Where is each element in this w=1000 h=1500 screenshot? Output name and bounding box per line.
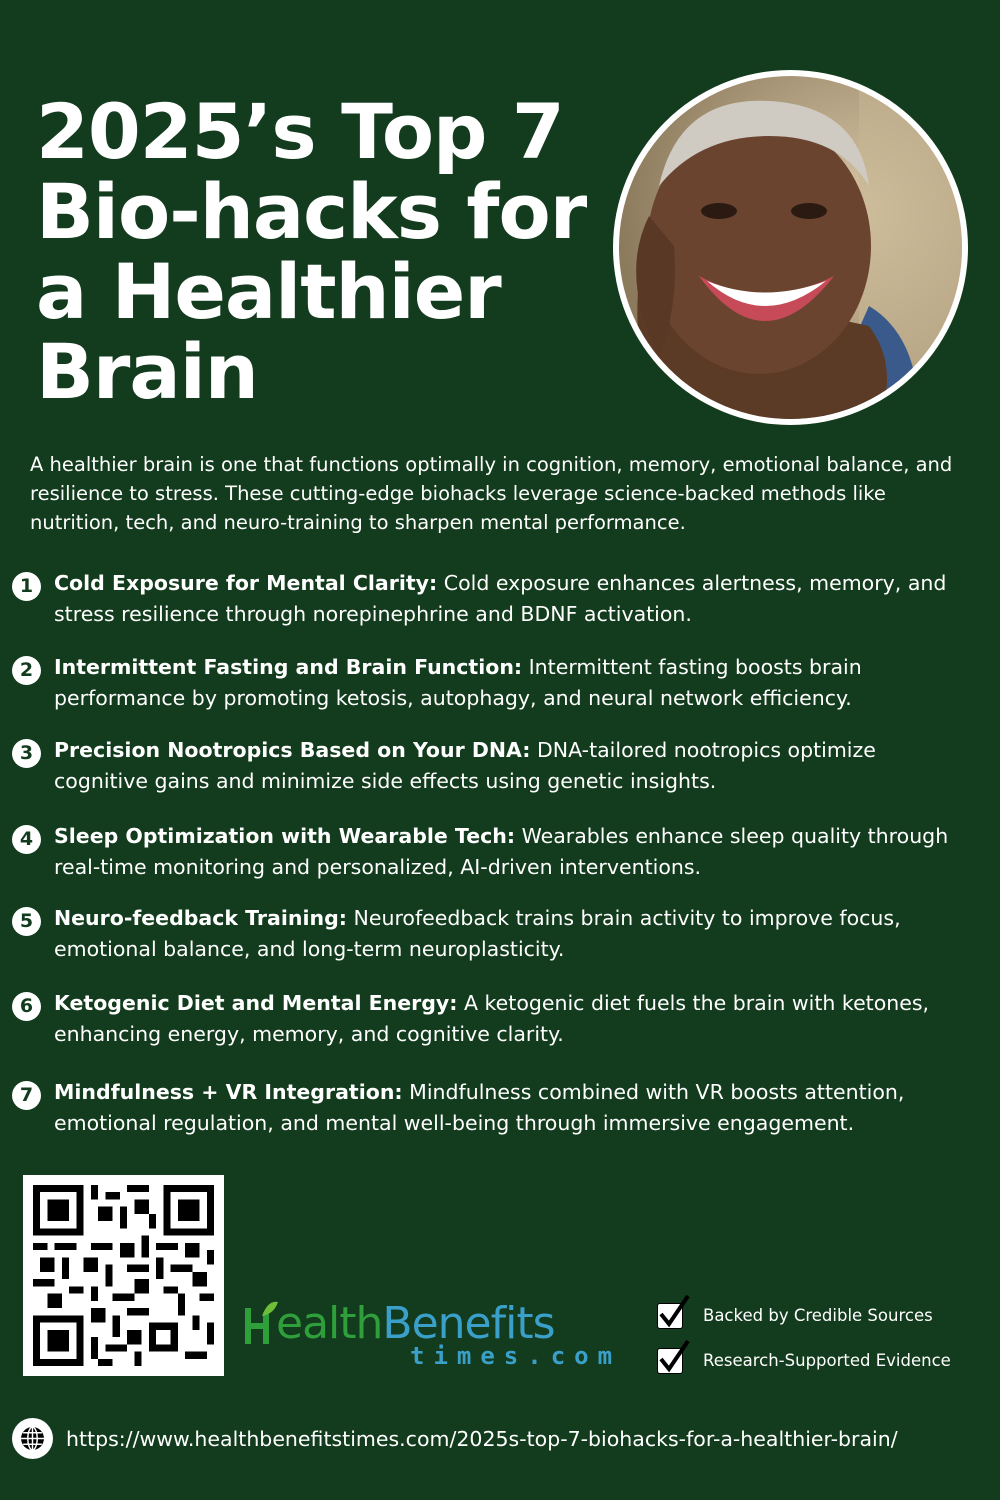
list-item-text (54, 1077, 972, 1139)
portrait-photo (613, 70, 968, 425)
list-item-title: Mindfulness + VR Integration: (54, 1080, 403, 1104)
list-item-description: A ketogenic diet fuels the brain with ketones, enhancing energy, memory, and cognitive clarity. (54, 991, 930, 1046)
list-item-title: Ketogenic Diet and Mental Energy: (54, 991, 458, 1015)
list-item-title: Precision Nootropics Based on Your DNA: (54, 738, 531, 762)
list-item-title: Sleep Optimization with Wearable Tech: (54, 824, 516, 848)
title-line: a Healthier (36, 247, 501, 336)
number-badge: 7 (12, 1081, 41, 1110)
logo-part-benefits: Benefits (382, 1298, 555, 1349)
globe-icon (12, 1418, 53, 1459)
logo-subtitle: times.com (410, 1342, 622, 1370)
number-badge: 6 (12, 992, 41, 1021)
logo-part-health: ealth (276, 1298, 383, 1349)
checkbox-icon (657, 1303, 683, 1329)
title-line: Bio-hacks for (36, 167, 587, 256)
url-text[interactable]: https://www.healthbenefitstimes.com/2025s-top-7-biohacks-for-a-healthier-brain/ (66, 1427, 898, 1451)
list-item-description: Neurofeedback trains brain activity to improve focus, emotional balance, and long-term neuroplasticity. (54, 906, 901, 961)
list-item-text (54, 821, 972, 883)
list-item-text (54, 903, 972, 965)
list-item-text (54, 735, 972, 797)
qr-code[interactable] (23, 1175, 224, 1376)
list-item-text (54, 988, 972, 1050)
number-badge: 3 (12, 739, 41, 768)
number-badge: 4 (12, 825, 41, 854)
leaf-h-icon (244, 1300, 278, 1346)
page-title (36, 87, 636, 416)
checkmark-icon (656, 1294, 690, 1330)
list-item-description: Mindfulness combined with VR boosts attention, emotional regulation, and mental well-being through immersive engagement. (54, 1080, 905, 1135)
list-item-text (54, 568, 972, 630)
list-item-description: Wearables enhance sleep quality through real-time monitoring and personalized, AI-driven interventions. (54, 824, 949, 879)
list-item-description: Intermittent fasting boosts brain performance by promoting ketosis, autophagy, and neural network efficiency. (54, 655, 862, 710)
list-item-description: Cold exposure enhances alertness, memory, and stress resilience through norepinephrine and BDNF activation. (54, 571, 947, 626)
credible-sources-badge (655, 1299, 985, 1333)
health-benefits-times-logo[interactable] (246, 1298, 626, 1373)
list-item-title: Intermittent Fasting and Brain Function: (54, 655, 523, 679)
number-badge: 1 (12, 572, 41, 601)
list-item-description: DNA-tailored nootropics optimize cognitive gains and minimize side effects using genetic insights. (54, 738, 876, 793)
title-line: 2025’s Top 7 (36, 87, 564, 176)
badge-label: Research-Supported Evidence (703, 1351, 951, 1370)
list-item-title: Cold Exposure for Mental Clarity: (54, 571, 438, 595)
intro-paragraph: A healthier brain is one that functions optimally in cognition, memory, emotional balance, and resilience to stress. These cutting-edge biohacks leverage science-backed methods like nutrition, tech, and neuro-training to sharpen mental performance. (30, 453, 953, 534)
globe-icon-svg (20, 1426, 45, 1451)
badge-label: Backed by Credible Sources (703, 1306, 933, 1325)
smiling-woman-image (619, 76, 962, 419)
research-evidence-badge (655, 1344, 985, 1378)
checkmark-icon (656, 1339, 690, 1375)
footer-link[interactable] (12, 1418, 992, 1460)
number-badge: 2 (12, 656, 41, 685)
number-badge: 5 (12, 907, 41, 936)
qr-code-icon (33, 1185, 214, 1366)
list-item-title: Neuro-feedback Training: (54, 906, 347, 930)
list-item-text (54, 652, 972, 714)
checkbox-icon (657, 1348, 683, 1374)
title-line: Brain (36, 327, 258, 416)
